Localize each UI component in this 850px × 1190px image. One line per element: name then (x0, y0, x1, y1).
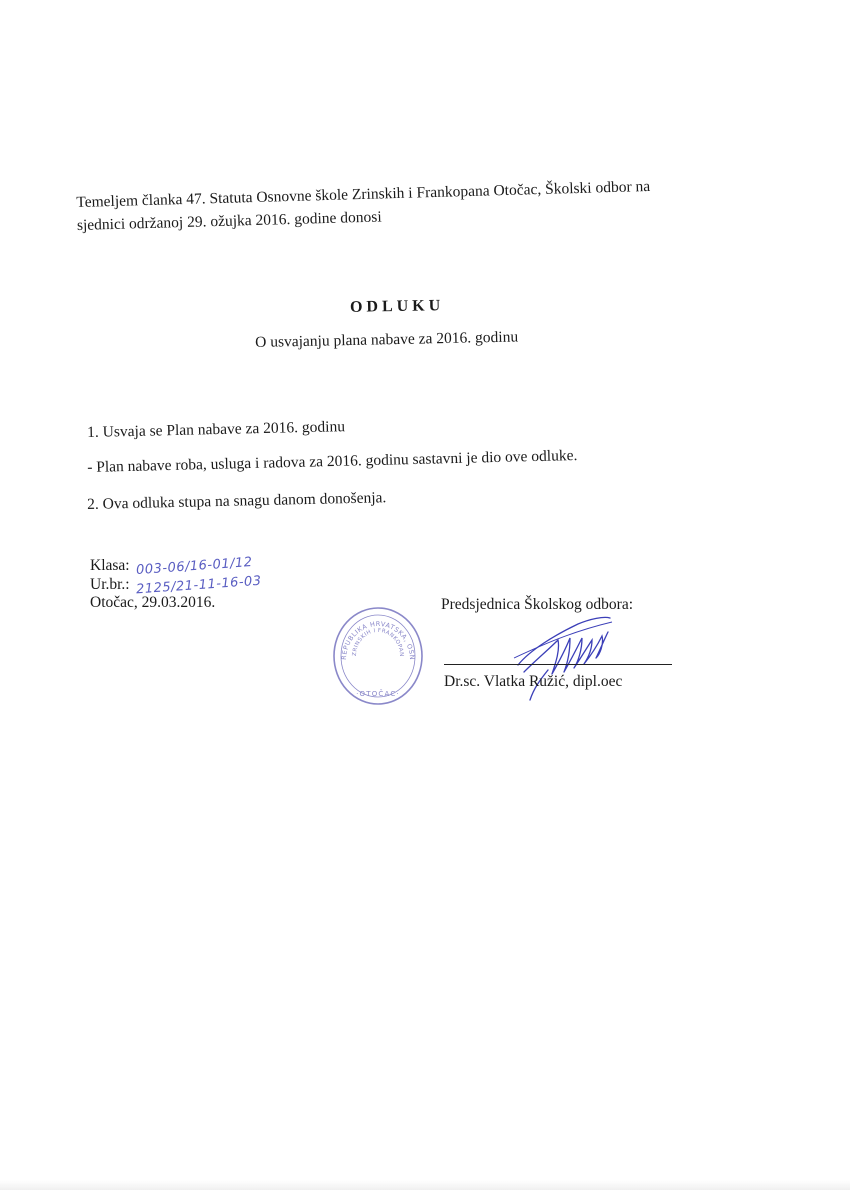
stamp-seal-icon (330, 604, 426, 708)
svg-text:·OTOČAC·: ·OTOČAC· (356, 690, 400, 698)
decision-item-2: 2. Ova odluka stupa na snagu danom donošenja. (87, 489, 387, 513)
signatory-name: Dr.sc. Vlatka Ružić, dipl.oec (444, 673, 623, 690)
decision-item-note: - Plan nabave roba, usluga i radova za 2016. godinu sastavni je dio ove odluke. (87, 447, 578, 476)
decision-item-1: 1. Usvaja se Plan nabave za 2016. godinu (87, 418, 346, 441)
signatory-title: Predsjednica Školskog odbora: (441, 596, 634, 613)
signature-line (444, 664, 672, 665)
document-title: ODLUKU (349, 297, 445, 316)
intro-line-2: sjednici održanoj 29. ožujka 2016. godine donosi (76, 208, 382, 234)
handwritten-signature (500, 610, 630, 715)
intro-line-1: Temeljem članka 47. Statuta Osnovne škole Zrinskih i Frankopana Otočac, Školski odbor na (76, 177, 651, 211)
intro-paragraph (76, 173, 737, 237)
official-stamp (330, 604, 426, 713)
place-date: Otočac, 29.03.2016. (90, 594, 216, 611)
urbr-label: Ur.br.: (90, 576, 130, 593)
stamp-text-inner (426, 604, 427, 605)
urbr-handwritten-value: 2125/21-11-16-03 (135, 573, 262, 598)
klasa-handwritten-value: 003-06/16-01/12 (135, 554, 253, 579)
urbr-row (90, 573, 262, 598)
stamp-text-outer (426, 604, 427, 605)
svg-text:REPUBLIKA HRVATSKA, OSNOVNA ŠK: REPUBLIKA HRVATSKA, OSN (339, 619, 417, 661)
signature-scribble-icon (500, 610, 630, 710)
svg-text:ZRINSKIH I FRANKOPANA: ZRINSKIH I FRANKOPAN (351, 627, 405, 657)
document-subtitle: O usvajanju plana nabave za 2016. godinu (255, 328, 519, 351)
klasa-row (90, 554, 253, 579)
scan-edge-shadow (0, 1180, 850, 1190)
stamp-text-bottom (426, 604, 427, 605)
klasa-label: Klasa: (90, 557, 130, 574)
